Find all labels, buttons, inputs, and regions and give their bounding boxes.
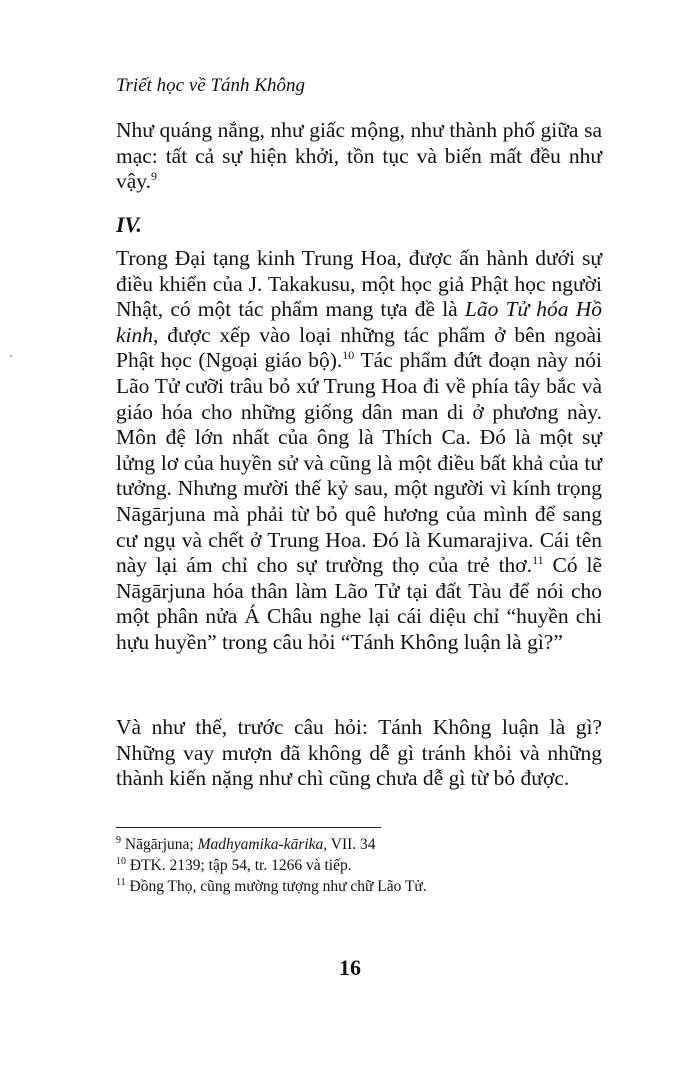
footnote-ref-10: 10 xyxy=(342,348,355,363)
footnote-ref-11: 11 xyxy=(532,552,544,567)
footnote-number: 9 xyxy=(116,834,121,846)
footnote-text: ĐTK. 2139; tập 54, tr. 1266 và tiếp. xyxy=(129,857,352,874)
footnote-number: 10 xyxy=(116,855,126,867)
work-title: Lão Tử hóa Hồ kinh xyxy=(116,297,602,347)
footnote-text: Đồng Thọ, cũng mường tượng như chữ Lão Tử. xyxy=(129,878,427,895)
footnote-number: 11 xyxy=(116,876,126,888)
section-heading: IV. xyxy=(116,212,142,237)
footnote-9 xyxy=(116,834,427,855)
paragraph-2-text-d: Có lẽ Nāgārjuna hóa thân làm Lão Tử tại đất Tàu để nói cho một phân nửa Á Châu nghe lại cái diệu chỉ “huyền chi hựu huyền” trong câu hỏi “Tánh Không luận là gì?” xyxy=(116,553,602,654)
footnote-divider xyxy=(116,827,381,828)
paragraph-1 xyxy=(116,118,602,195)
footnote-text: Nāgārjuna; xyxy=(124,836,198,853)
footnote-ref-9: 9 xyxy=(151,169,158,184)
paragraph-3: Và như thế, trước câu hỏi: Tánh Không luận là gì? Những vay mượn đã không dễ gì tránh khỏi và những thành kiến nặng như chì cũng chưa dễ gì từ bỏ được. xyxy=(116,715,602,791)
paragraph-2-text-b: , được xếp vào loại những tác phẩm ở bên ngoài Phật học (Ngoại giáo bộ). xyxy=(116,322,602,373)
footnote-text-tail: VII. 34 xyxy=(327,836,376,853)
paragraph-1-text: Như quáng nắng, như giấc mộng, như thành phố giữa sa mạc: tất cả sự hiện khởi, tồn tục và biến mất đều như vậy. xyxy=(116,118,602,194)
paragraph-2 xyxy=(116,246,602,656)
page-number: 16 xyxy=(339,955,361,980)
footnote-10 xyxy=(116,855,427,876)
paragraph-2-text-c: Tác phẩm đứt đoạn này nói Lão Tử cưỡi trâu bỏ xứ Trung Hoa đi về phía tây bắc và giáo hóa cho những giống dân man di ở phương này. Môn đệ lớn nhất của ông là Thích Ca. Đó là một sự lửng lơ của huyền sử và cũng là một điều bất khả của tư tưởng. Nhưng mười thế kỷ sau, một người vì kính trọng Nāgārjuna mà phải từ bỏ quê hương của mình để sang cư ngụ và chết ở Trung Hoa. Đó là Kumarajiva. Cái tên này lại ám chỉ cho sự trường thọ của trẻ thơ. xyxy=(116,348,602,578)
scan-speck xyxy=(10,355,12,357)
footnote-italic-title: Madhyamika-kārika, xyxy=(197,836,328,853)
footnote-11 xyxy=(116,876,427,897)
paragraph-2-text-a: Trong Đại tạng kinh Trung Hoa, được ấn hành dưới sự điều khiển của J. Takakusu, một học giả Phật học người Nhật, có một tác phẩm mang tựa đề là xyxy=(116,246,602,322)
footnotes xyxy=(116,834,427,897)
running-header: Triết học về Tánh Không xyxy=(116,75,305,96)
